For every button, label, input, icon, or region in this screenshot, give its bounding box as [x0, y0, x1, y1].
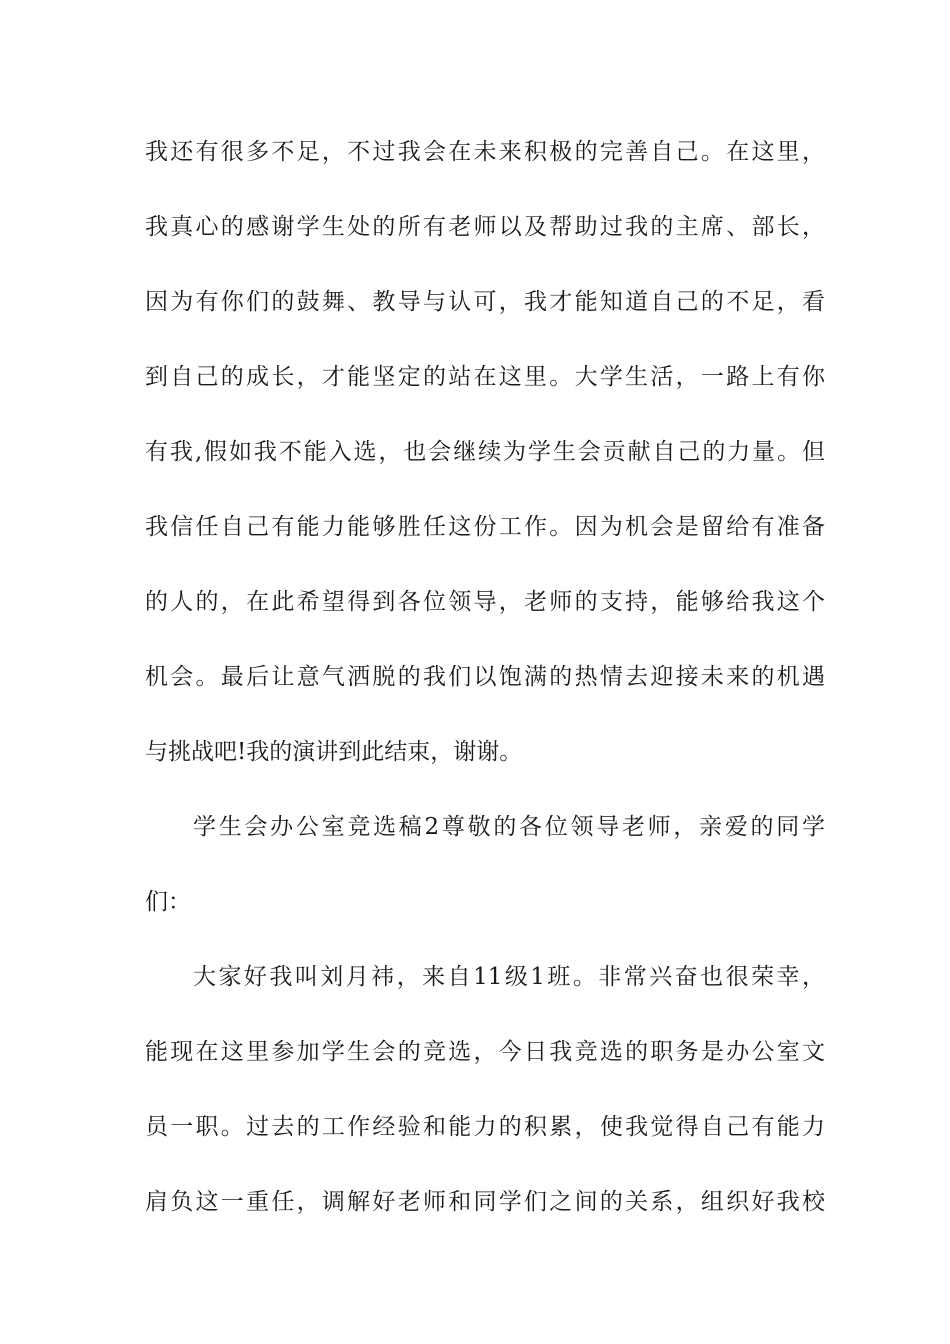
text-line-6: 我信任自己有能力能够胜任这份工作。因为机会是留给有准备: [145, 514, 825, 540]
text-line-5: 有我,假如我不能入选，也会继续为学生会贡献自己的力量。但: [145, 439, 825, 465]
text-line-15: 肩负这一重任，调解好老师和同学们之间的关系，组织好我校: [145, 1189, 825, 1215]
section-heading-line: 学生会办公室竞选稿2尊敬的各位领导老师，亲爱的同学: [193, 814, 825, 840]
text-line-1: 我还有很多不足，不过我会在未来积极的完善自己。在这里，: [145, 139, 825, 165]
text-line-8: 机会。最后让意气洒脱的我们以饱满的热情去迎接未来的机遇: [145, 664, 825, 690]
text-line-7: 的人的，在此希望得到各位领导，老师的支持，能够给我这个: [145, 589, 825, 615]
text-line-14: 员一职。过去的工作经验和能力的积累，使我觉得自己有能力: [145, 1114, 825, 1140]
text-line-9: 与挑战吧!我的演讲到此结束，谢谢。: [145, 739, 523, 765]
paragraph-start-line: 大家好我叫刘月祎，来自11级1班。非常兴奋也很荣幸，: [193, 964, 825, 990]
text-line-11: 们：: [145, 889, 191, 915]
text-line-2: 我真心的感谢学生处的所有老师以及帮助过我的主席、部长，: [145, 214, 825, 240]
text-line-4: 到自己的成长，才能坚定的站在这里。大学生活，一路上有你: [145, 364, 825, 390]
text-line-3: 因为有你们的鼓舞、教导与认可，我才能知道自己的不足，看: [145, 289, 825, 315]
text-line-13: 能现在这里参加学生会的竞选，今日我竞选的职务是办公室文: [145, 1039, 825, 1065]
